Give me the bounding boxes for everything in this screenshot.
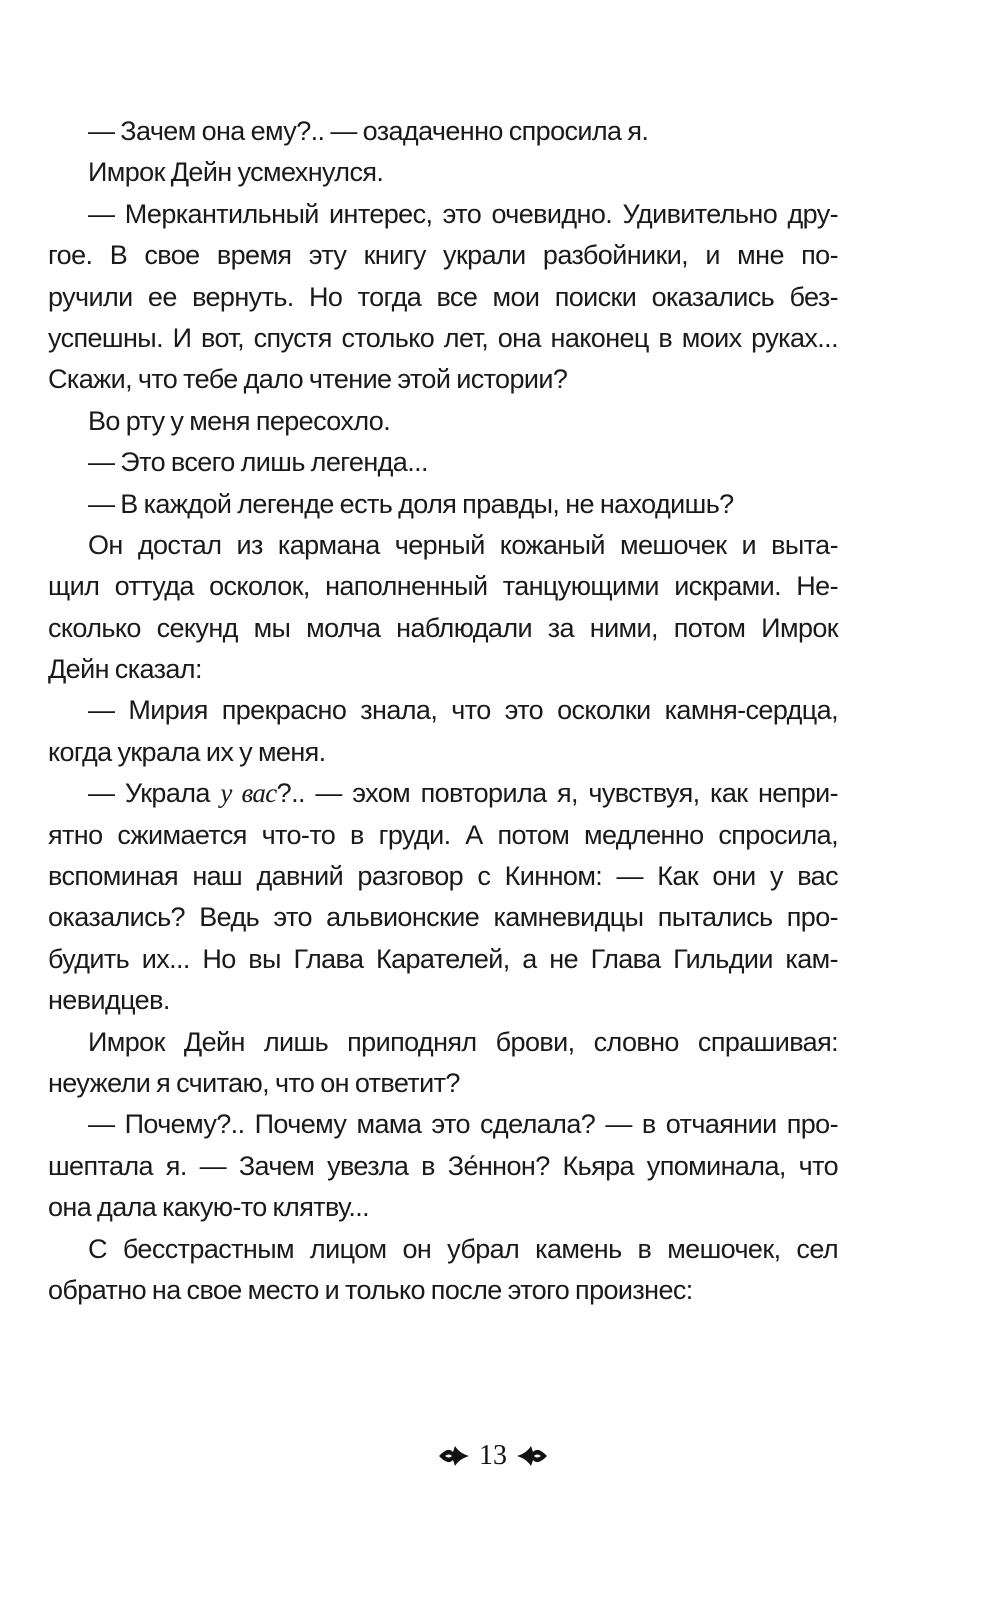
text-line: обратно на свое место и только после этого произнес: (48, 1274, 693, 1305)
text-line: сколько секунд мы молча наблюдали за ними, потом Имрок (48, 612, 838, 643)
text-line: щил оттуда осколок, наполненный танцующими искрами. Не- (48, 571, 838, 602)
text-line: — Мирия прекрасно знала, что это осколки камня-сердца, (88, 695, 838, 726)
text-line: ручили ее вернуть. Но тогда все мои поиски оказались без- (48, 281, 838, 312)
paragraph (48, 1022, 838, 1105)
text-line: Он достал из кармана черный кожаный мешочек и выта- (88, 529, 838, 560)
text-line: — В каждой легенде есть доля правды, не находишь? (88, 488, 734, 519)
paragraph (48, 525, 838, 691)
text-line: вспоминая наш давний разговор с Кинном: — Как они у вас (48, 861, 838, 892)
paragraph (48, 401, 838, 442)
paragraph (48, 111, 838, 152)
paragraph (48, 152, 838, 193)
text-line: гое. В свое время эту книгу украли разбойники, и мне по- (48, 240, 838, 271)
paragraph (48, 484, 838, 525)
text-line: шептала я. — Зачем увезла в Зе́ннон? Кьяра упоминала, что (48, 1150, 838, 1181)
text-line: когда украла их у меня. (48, 736, 326, 767)
page-footer (0, 1440, 986, 1472)
paragraph (48, 690, 838, 773)
text-line: С бесстрастным лицом он убрал камень в мешочек, сел (88, 1233, 838, 1264)
emphasis-text: у вас (220, 778, 277, 809)
text-line: неужели я считаю, что он ответит? (48, 1067, 460, 1098)
paragraph (48, 442, 838, 483)
fleuron-right-icon (439, 1444, 469, 1468)
text-line: ятно сжимается что-то в груди. А потом медленно спросила, (48, 819, 838, 850)
text-line: Имрок Дейн усмехнулся. (88, 157, 384, 188)
text-line: она дала какую-то клятву... (48, 1192, 370, 1223)
text-line: Во рту у меня пересохло. (88, 405, 391, 436)
paragraph (48, 194, 838, 401)
text-line: — Зачем она ему?.. — озадаченно спросила я. (88, 116, 649, 146)
fleuron-left-icon (517, 1444, 547, 1468)
text-line: будить их... Но вы Глава Карателей, а не Глава Гильдии кам- (48, 943, 838, 974)
text-line: успешны. И вот, спустя столько лет, она наконец в моих руках... (48, 322, 838, 353)
text-line: Имрок Дейн лишь приподнял брови, словно спрашивая: (88, 1026, 838, 1057)
text-line: — Украла у вас?.. — эхом повторила я, чувствуя, как непри- (88, 778, 838, 809)
paragraph (48, 1229, 838, 1312)
text-line: оказались? Ведь это альвионские камневидцы пытались про- (48, 902, 838, 933)
text-line: Дейн сказал: (48, 654, 202, 685)
page-number: 13 (479, 1440, 507, 1471)
paragraph (48, 1104, 838, 1228)
text-line: — Меркантильный интерес, это очевидно. Удивительно дру- (88, 198, 838, 229)
text-line: — Это всего лишь легенда... (88, 447, 428, 478)
text-line: невидцев. (48, 985, 170, 1016)
page-body (48, 111, 838, 1311)
text-line: — Почему?.. Почему мама это сделала? — в отчаянии про- (88, 1109, 838, 1140)
paragraph (48, 773, 838, 1021)
text-line: Скажи, что тебе дало чтение этой истории? (48, 364, 568, 395)
